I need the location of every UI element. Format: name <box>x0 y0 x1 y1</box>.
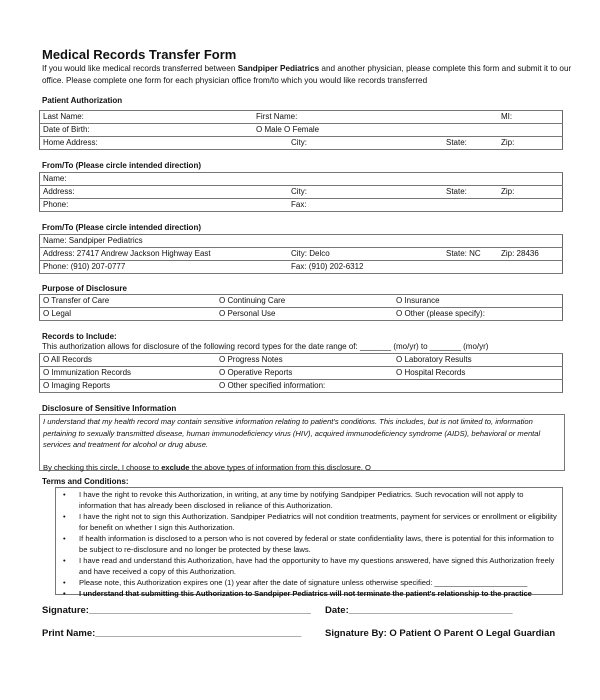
city-field[interactable]: City: <box>291 138 307 147</box>
name-value: Name: Sandpiper Pediatrics <box>43 236 143 245</box>
first-name-field[interactable]: First Name: <box>256 112 298 121</box>
term-item <box>56 489 562 511</box>
fromto-heading: From/To (Please circle intended direction) <box>42 161 201 170</box>
home-address-field[interactable]: Home Address: <box>43 138 98 147</box>
term-item[interactable] <box>56 577 562 588</box>
purpose-option[interactable]: O Personal Use <box>219 309 276 318</box>
address-field[interactable]: Address: <box>43 187 75 196</box>
date-range-text[interactable]: This authorization allows for disclosure of the following record types for the date range of: _______ (mo/yr) to _______ (mo/yr) <box>42 342 489 351</box>
state-field[interactable]: State: <box>446 138 467 147</box>
fromto-table-2 <box>39 234 563 274</box>
record-option[interactable]: O Progress Notes <box>219 355 283 364</box>
bullet-icon: • <box>63 589 66 598</box>
zip-field[interactable]: Zip: <box>501 187 515 196</box>
purpose-option[interactable]: O Other (please specify): <box>396 309 485 318</box>
records-heading: Records to Include: <box>42 332 117 341</box>
exclude-bold: exclude <box>161 462 190 472</box>
term-text: I have the right to revoke this Authorization, in writing, at any time by notifying Sandpiper Pediatrics. Such revocation will not apply to information that has already been disclosed in reliance of this Authorization. <box>79 490 524 510</box>
sensitive-box <box>39 414 565 471</box>
purpose-option[interactable]: O Legal <box>43 309 72 318</box>
bullet-icon: • <box>63 556 66 565</box>
fax-value: Fax: (910) 202-6312 <box>291 262 364 271</box>
patient-authorization-heading: Patient Authorization <box>42 96 123 105</box>
term-text: If health information is disclosed to a person who is not covered by federal or state confidentiality laws, there is potential for this information to be subject to re-disclosure and no longer be protected by these laws. <box>79 534 554 554</box>
city-value: City: Delco <box>291 249 330 258</box>
city-field[interactable]: City: <box>291 187 307 196</box>
name-field[interactable]: Name: <box>43 174 67 183</box>
purpose-heading: Purpose of Disclosure <box>42 284 127 293</box>
term-item <box>56 533 562 555</box>
patient-table <box>39 110 563 150</box>
form-title: Medical Records Transfer Form <box>42 47 237 62</box>
sensitive-heading: Disclosure of Sensitive Information <box>42 404 177 413</box>
record-option[interactable]: O Laboratory Results <box>396 355 472 364</box>
purpose-option[interactable]: O Insurance <box>396 296 440 305</box>
dob-field[interactable]: Date of Birth: <box>43 125 90 134</box>
address-value: Address: 27417 Andrew Jackson Highway East <box>43 249 211 258</box>
bullet-icon: • <box>63 578 66 587</box>
date-field[interactable]: Date:_______________________________ <box>325 605 513 616</box>
fax-field[interactable]: Fax: <box>291 200 307 209</box>
purpose-option[interactable]: O Continuing Care <box>219 296 286 305</box>
term-text: I have read and understand this Authorization, have had the opportunity to have my questions answered, have signed this Authorization freely and have received a copy of this Authorization. <box>79 556 555 576</box>
record-option[interactable]: O All Records <box>43 355 92 364</box>
state-value: State: NC <box>446 249 481 258</box>
intro-text <box>42 63 572 87</box>
purpose-option[interactable]: O Transfer of Care <box>43 296 110 305</box>
term-item <box>56 555 562 577</box>
bullet-icon: • <box>63 490 66 499</box>
gender-options[interactable]: O Male O Female <box>256 125 320 134</box>
sensitive-text: I understand that my health record may contain sensitive information relating to patient's conditions. This includes, but is not limited to, information pertaining to sexually transmitted disease, human immunodeficiency virus (HIV), acquired immunodeficiency syndrome (AIDS), behavioral or mental services and treatment for alcohol or drug abuse. <box>43 417 541 449</box>
record-option[interactable]: O Other specified information: <box>219 381 326 390</box>
term-item <box>56 588 562 599</box>
zip-value: Zip: 28436 <box>501 249 539 258</box>
state-field[interactable]: State: <box>446 187 467 196</box>
last-name-field[interactable]: Last Name: <box>43 112 84 121</box>
record-option[interactable]: O Hospital Records <box>396 368 466 377</box>
terms-box <box>55 487 563 598</box>
term-item <box>56 511 562 533</box>
purpose-table <box>39 294 563 321</box>
print-name-field[interactable]: Print Name:_______________________________________ <box>42 628 302 639</box>
bullet-icon: • <box>63 512 66 521</box>
intro-part: and another physician, please complete this form and submit it to our office. Please complete one form for each physician office from/to which you would like records transferred <box>42 64 572 85</box>
practice-name: Sandpiper Pediatrics <box>237 64 320 73</box>
record-option[interactable]: O Operative Reports <box>219 368 293 377</box>
fromto-table-1 <box>39 172 563 212</box>
intro-part: If you would like medical records transferred between <box>42 64 238 73</box>
fromto-heading: From/To (Please circle intended direction) <box>42 223 201 232</box>
term-text: I understand that submitting this Authorization to Sandpiper Pediatrics will not terminate the patient's relationship to the practice <box>79 589 532 598</box>
mi-field[interactable]: MI: <box>501 112 513 121</box>
bullet-icon: • <box>63 534 66 543</box>
term-text: I have the right not to sign this Authorization. Sandpiper Pediatrics will not condition treatments, payment for services or enrollment or eligibility for benefit on whether I sign this Authorization. <box>79 512 557 532</box>
term-text: Please note, this Authorization expires one (1) year after the date of signature unless otherwise specified: ______________________ <box>79 578 528 587</box>
signature-by-options[interactable]: Signature By: O Patient O Parent O Legal Guardian <box>325 628 556 639</box>
exclude-option[interactable] <box>43 462 561 474</box>
zip-field[interactable]: Zip: <box>501 138 515 147</box>
record-option[interactable]: O Imaging Reports <box>43 381 111 390</box>
exclude-text: By checking this circle, I choose to <box>43 462 162 472</box>
phone-value: Phone: (910) 207-0777 <box>43 262 126 271</box>
record-option[interactable]: O Immunization Records <box>43 368 132 377</box>
phone-field[interactable]: Phone: <box>43 200 69 209</box>
exclude-text: the above types of information from this disclosure. O <box>189 462 371 472</box>
signature-field[interactable]: Signature:__________________________________________ <box>42 605 311 616</box>
records-table <box>39 353 563 393</box>
terms-heading: Terms and Conditions: <box>42 477 129 486</box>
